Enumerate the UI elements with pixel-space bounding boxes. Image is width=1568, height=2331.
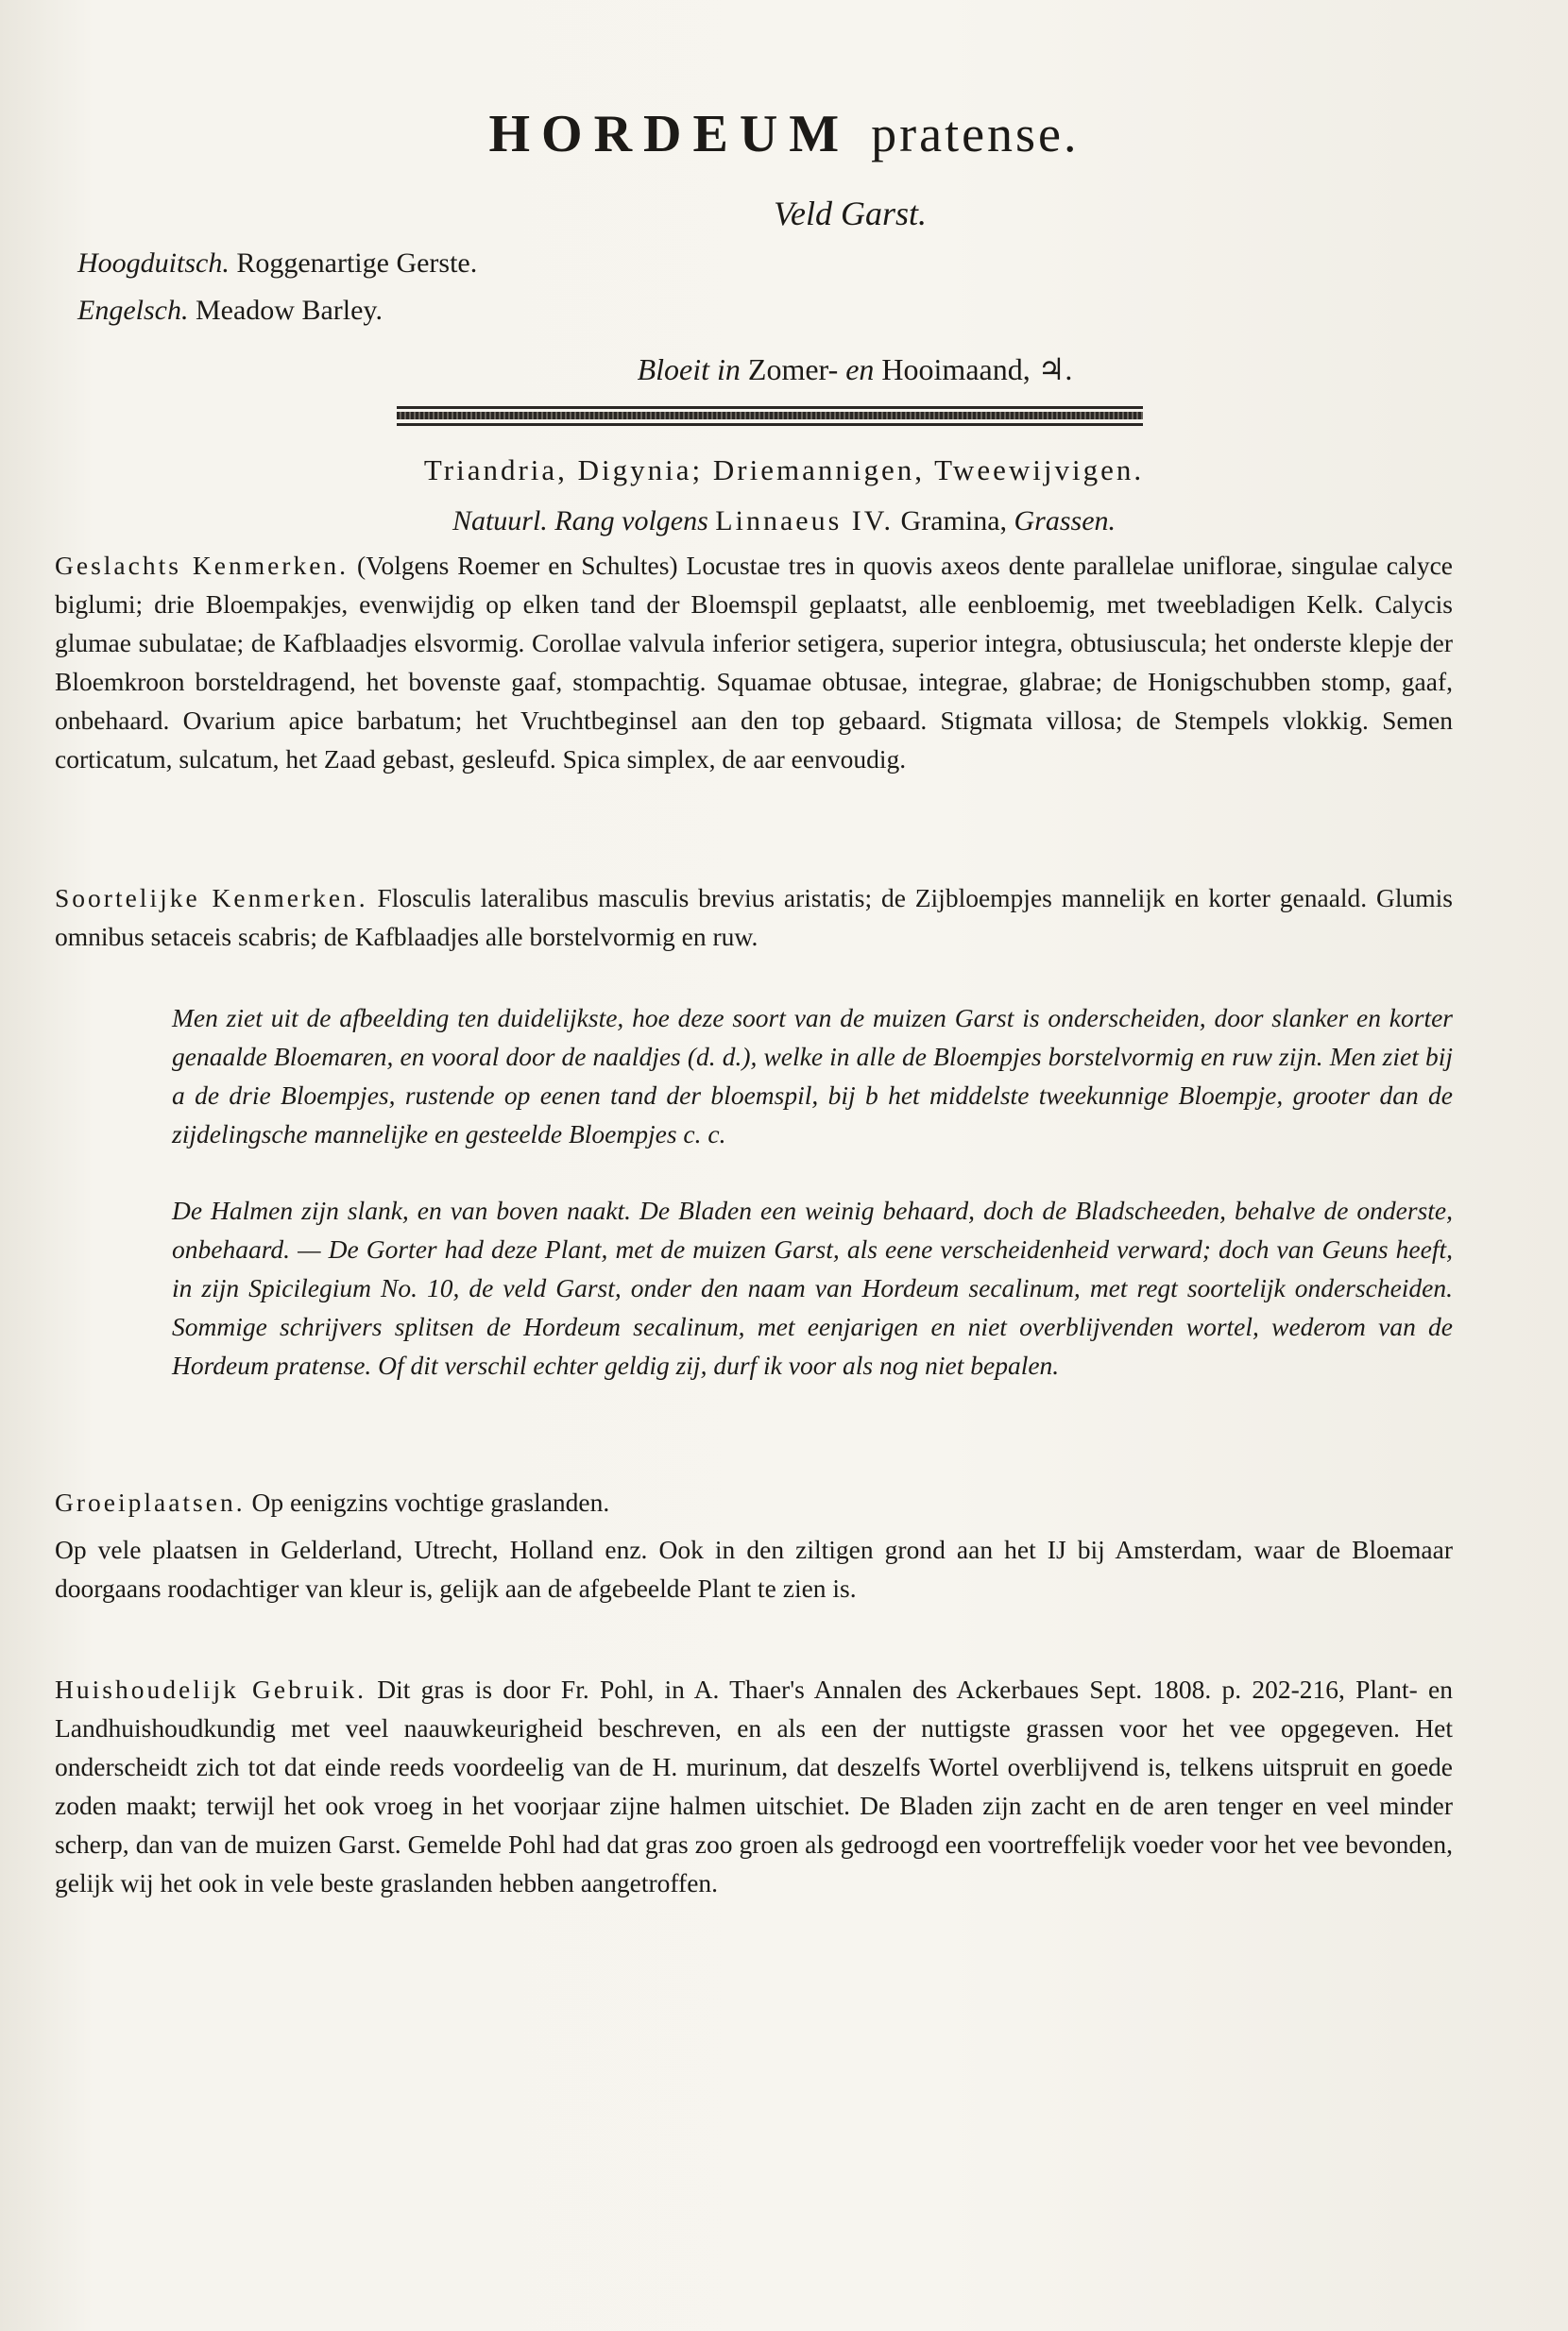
bloom-months: Zomer- bbox=[747, 352, 839, 386]
section-head: Soortelijke Kenmerken. bbox=[55, 883, 368, 912]
section-text: Op eenigzins vochtige graslanden. bbox=[251, 1488, 610, 1517]
natural-order bbox=[0, 505, 1568, 537]
vernacular-name: Roggenartige Gerste. bbox=[236, 247, 478, 279]
perennial-symbol: , ♃. bbox=[1022, 352, 1073, 386]
page-title bbox=[0, 104, 1568, 164]
bloom-en: en bbox=[845, 352, 875, 386]
order-label: Natuurl. Rang volgens bbox=[452, 505, 708, 536]
illustration-note bbox=[172, 998, 1453, 1153]
bloom-period bbox=[0, 351, 1568, 387]
vernacular-name: Meadow Barley. bbox=[195, 295, 383, 326]
section-text: Dit gras is door Fr. Pohl, in A. Thaer's Annalen des Ackerbaues Sept. 1808. p. 202-216, Plant- en Landhuishoudkundig met veel naauwkeurigheid beschreven, en als een der nuttigste grassen voor het vee opgegeven. Het onderscheidt zich tot dat einde reeds voordeelig van de H. murinum, dat deszelfs Wortel overblijvend is, telkens uitspruit en goede zoden maakt; terwijl het ook vroeg in het voorjaar zijne halmen uitschiet. De Bladen zijn zacht en de aren tenger en veel minder scherp, dan van de muizen Garst. Gemelde Pohl had dat gras zoo groen als gedroogd een voortreffelijk voeder voor het vee bevonden, gelijk wij het ook in vele beste graslanden hebben aangetroffen. bbox=[55, 1675, 1453, 1897]
vernacular-lang: Engelsch. bbox=[77, 295, 189, 326]
section-text: Op vele plaatsen in Gelderland, Utrecht, Holland enz. Ook in den ziltigen grond aan het IJ bij Amsterdam, waar de Bloemaar doorgaans roodachtiger van kleur is, gelijk aan de afgebeelde Plant te zien is. bbox=[55, 1535, 1453, 1603]
bloom-months2: Hooimaand bbox=[881, 352, 1023, 386]
habitat bbox=[55, 1483, 1453, 1522]
order-dutch: Grassen. bbox=[1014, 505, 1116, 536]
halm-note bbox=[172, 1191, 1453, 1385]
vernacular-lang: Hoogduitsch. bbox=[77, 247, 230, 279]
genus-characters bbox=[55, 546, 1453, 778]
genus-name: HORDEUM bbox=[488, 105, 851, 163]
section-text: Flosculis lateralibus masculis brevius aristatis; de Zijbloempjes mannelijk en korter genaald. Glumis omnibus setaceis scabris; de Kafblaadjes alle borstelvormig en ruw. bbox=[55, 883, 1454, 951]
dutch-name: Veld Garst. bbox=[774, 195, 927, 232]
note-text: Men ziet uit de afbeelding ten duidelijkste, hoe deze soort van de muizen Garst is onderscheiden, door slanker en korter genaalde Bloemaren, en vooral door de naaldjes (d. d.), welke in alle de Bloempjes borstelvormig en ruw zijn. Men ziet bij a de drie Bloempjes, rustende op eenen tand der bloemspil, bij b het middelste tweekunnige Bloempje, grooter dan de zijdelingsche mannelijke en gesteelde Bloempjes c. c. bbox=[172, 1003, 1453, 1148]
section-head: Groeiplaatsen. bbox=[55, 1488, 246, 1517]
locations bbox=[55, 1530, 1453, 1608]
economic-use bbox=[55, 1670, 1453, 1902]
species-name: pratense. bbox=[871, 106, 1080, 162]
decorative-rule bbox=[397, 406, 1143, 427]
order-linnaeus: Linnaeus IV. bbox=[715, 505, 895, 536]
order-value: Gramina, bbox=[900, 505, 1008, 536]
vernacular-german bbox=[77, 247, 477, 280]
vernacular-english bbox=[77, 295, 383, 327]
species-characters bbox=[55, 878, 1453, 956]
section-text: (Volgens Roemer en Schultes) Locustae tres in quovis axeos dente parallelae uniflorae, singulae calyce biglumi; drie Bloempakjes, evenwijdig op elken tand der Bloemspil geplaatst, alle eenbloemig, met tweebladigen Kelk. Calycis glumae subulatae; de Kafblaadjes elsvormig. Corollae valvula inferior setigera, superior integra, obtusiuscula; het onderste klepje der Bloemkroon borsteldragend, het bovenste gaaf, stompachtig. Squamae obtusae, integrae, glabrae; de Honigschubben stomp, gaaf, onbehaard. Ovarium apice barbatum; het Vruchtbeginsel aan den top gebaard. Stigmata villosa; de Stempels vlokkig. Semen corticatum, sulcatum, het Zaad gebast, gesleufd. Spica simplex, de aar eenvoudig. bbox=[55, 551, 1454, 774]
note-text: De Halmen zijn slank, en van boven naakt. De Bladen een weinig behaard, doch de Bladscheeden, behalve de onderste, onbehaard. — De Gorter had deze Plant, met de muizen Garst, als eene verscheidenheid verward; doch van Geuns heeft, in zijn Spicilegium No. 10, de veld Garst, onder den naam van Hordeum secalinum, met regt soortelijk onderscheiden. Sommige schrijvers splitsen de Hordeum secalinum, met eenjarigen en niet overblijvenden wortel, wederom van de Hordeum pratense. Of dit verschil echter geldig zij, durf ik voor als nog niet bepalen. bbox=[172, 1196, 1453, 1380]
bloom-label: Bloeit in bbox=[637, 352, 741, 386]
linnaean-system: Triandria, Digynia; Driemannigen, Tweewijvigen. bbox=[423, 453, 1145, 486]
section-head: Huishoudelijk Gebruik. bbox=[55, 1675, 367, 1704]
section-head: Geslachts Kenmerken. bbox=[55, 551, 349, 580]
